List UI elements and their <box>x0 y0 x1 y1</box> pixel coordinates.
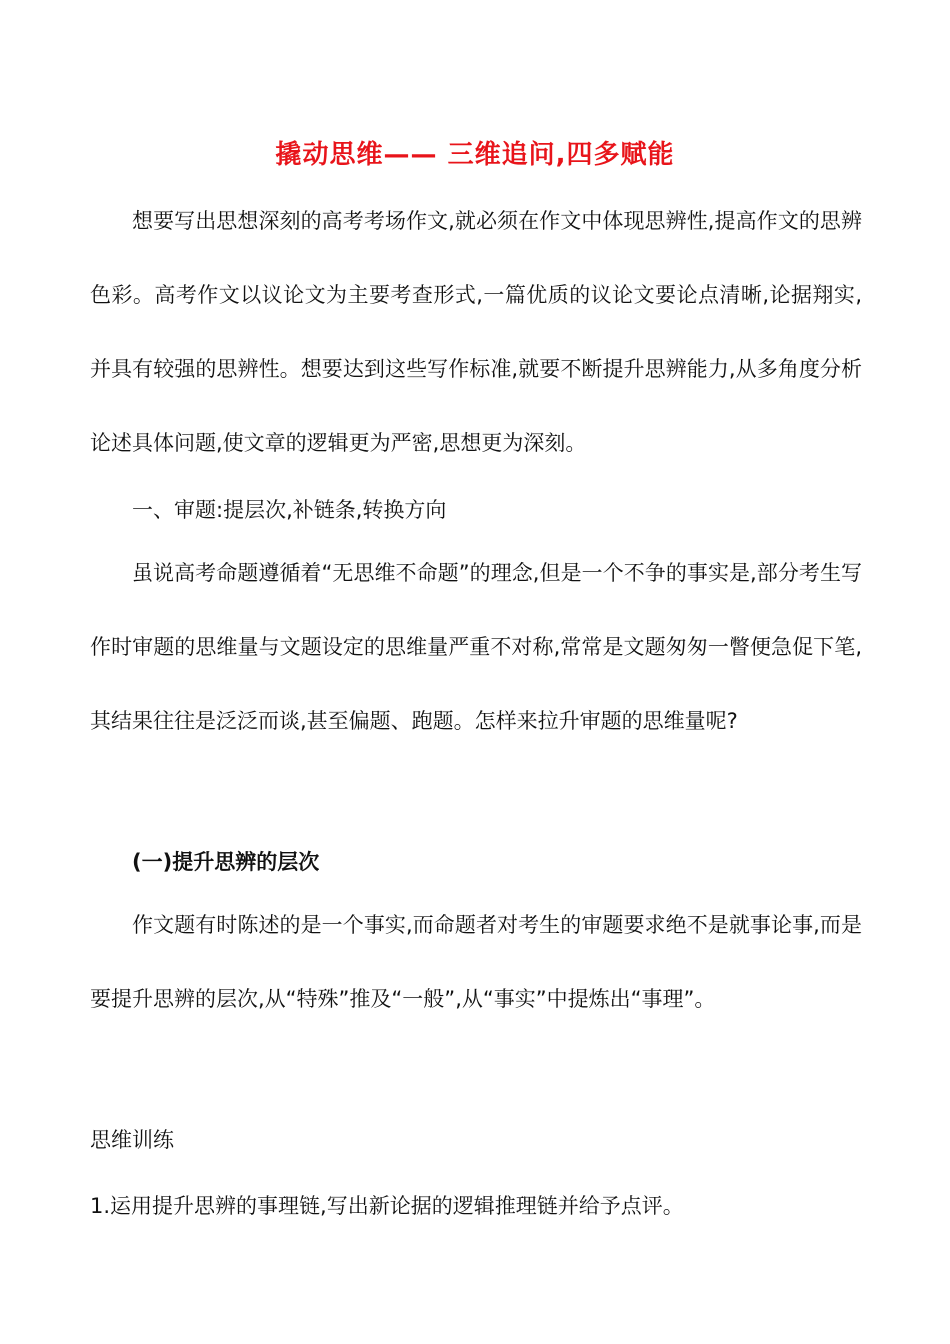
subsection1-heading: (一)提升思辨的层次 <box>132 850 320 874</box>
training-item-1: 1.运用提升思辨的事理链,写出新论据的逻辑推理链并给予点评。 <box>90 1194 684 1218</box>
section1-heading: 一、审题:提层次,补链条,转换方向 <box>132 498 447 522</box>
section1-paragraph: 虽说高考命题遵循着“无思维不命题”的理念,但是一个不争的事实是,部分考生写作时审题的思维量与文题设定的思维量严重不对称,常常是文题匆匆一瞥便急促下笔,其结果往往是泛泛而谈,甚至偏题、跑题。怎样来拉升审题的思维量呢? <box>90 561 862 733</box>
intro-paragraph: 想要写出思想深刻的高考考场作文,就必须在作文中体现思辨性,提高作文的思辨色彩。高考作文以议论文为主要考查形式,一篇优质的议论文要论点清晰,论据翔实,并具有较强的思辨性。想要达到这些写作标准,就要不断提升思辨能力,从多角度分析论述具体问题,使文章的逻辑更为严密,思想更为深刻。 <box>90 209 862 455</box>
subsection1-paragraph: 作文题有时陈述的是一个事实,而命题者对考生的审题要求绝不是就事论事,而是要提升思辨的层次,从“特殊”推及“一般”,从“事实”中提炼出“事理”。 <box>90 913 862 1011</box>
document-title: 撬动思维—— 三维追问,四多赋能 <box>275 140 675 170</box>
training-label: 思维训练 <box>90 1128 174 1152</box>
